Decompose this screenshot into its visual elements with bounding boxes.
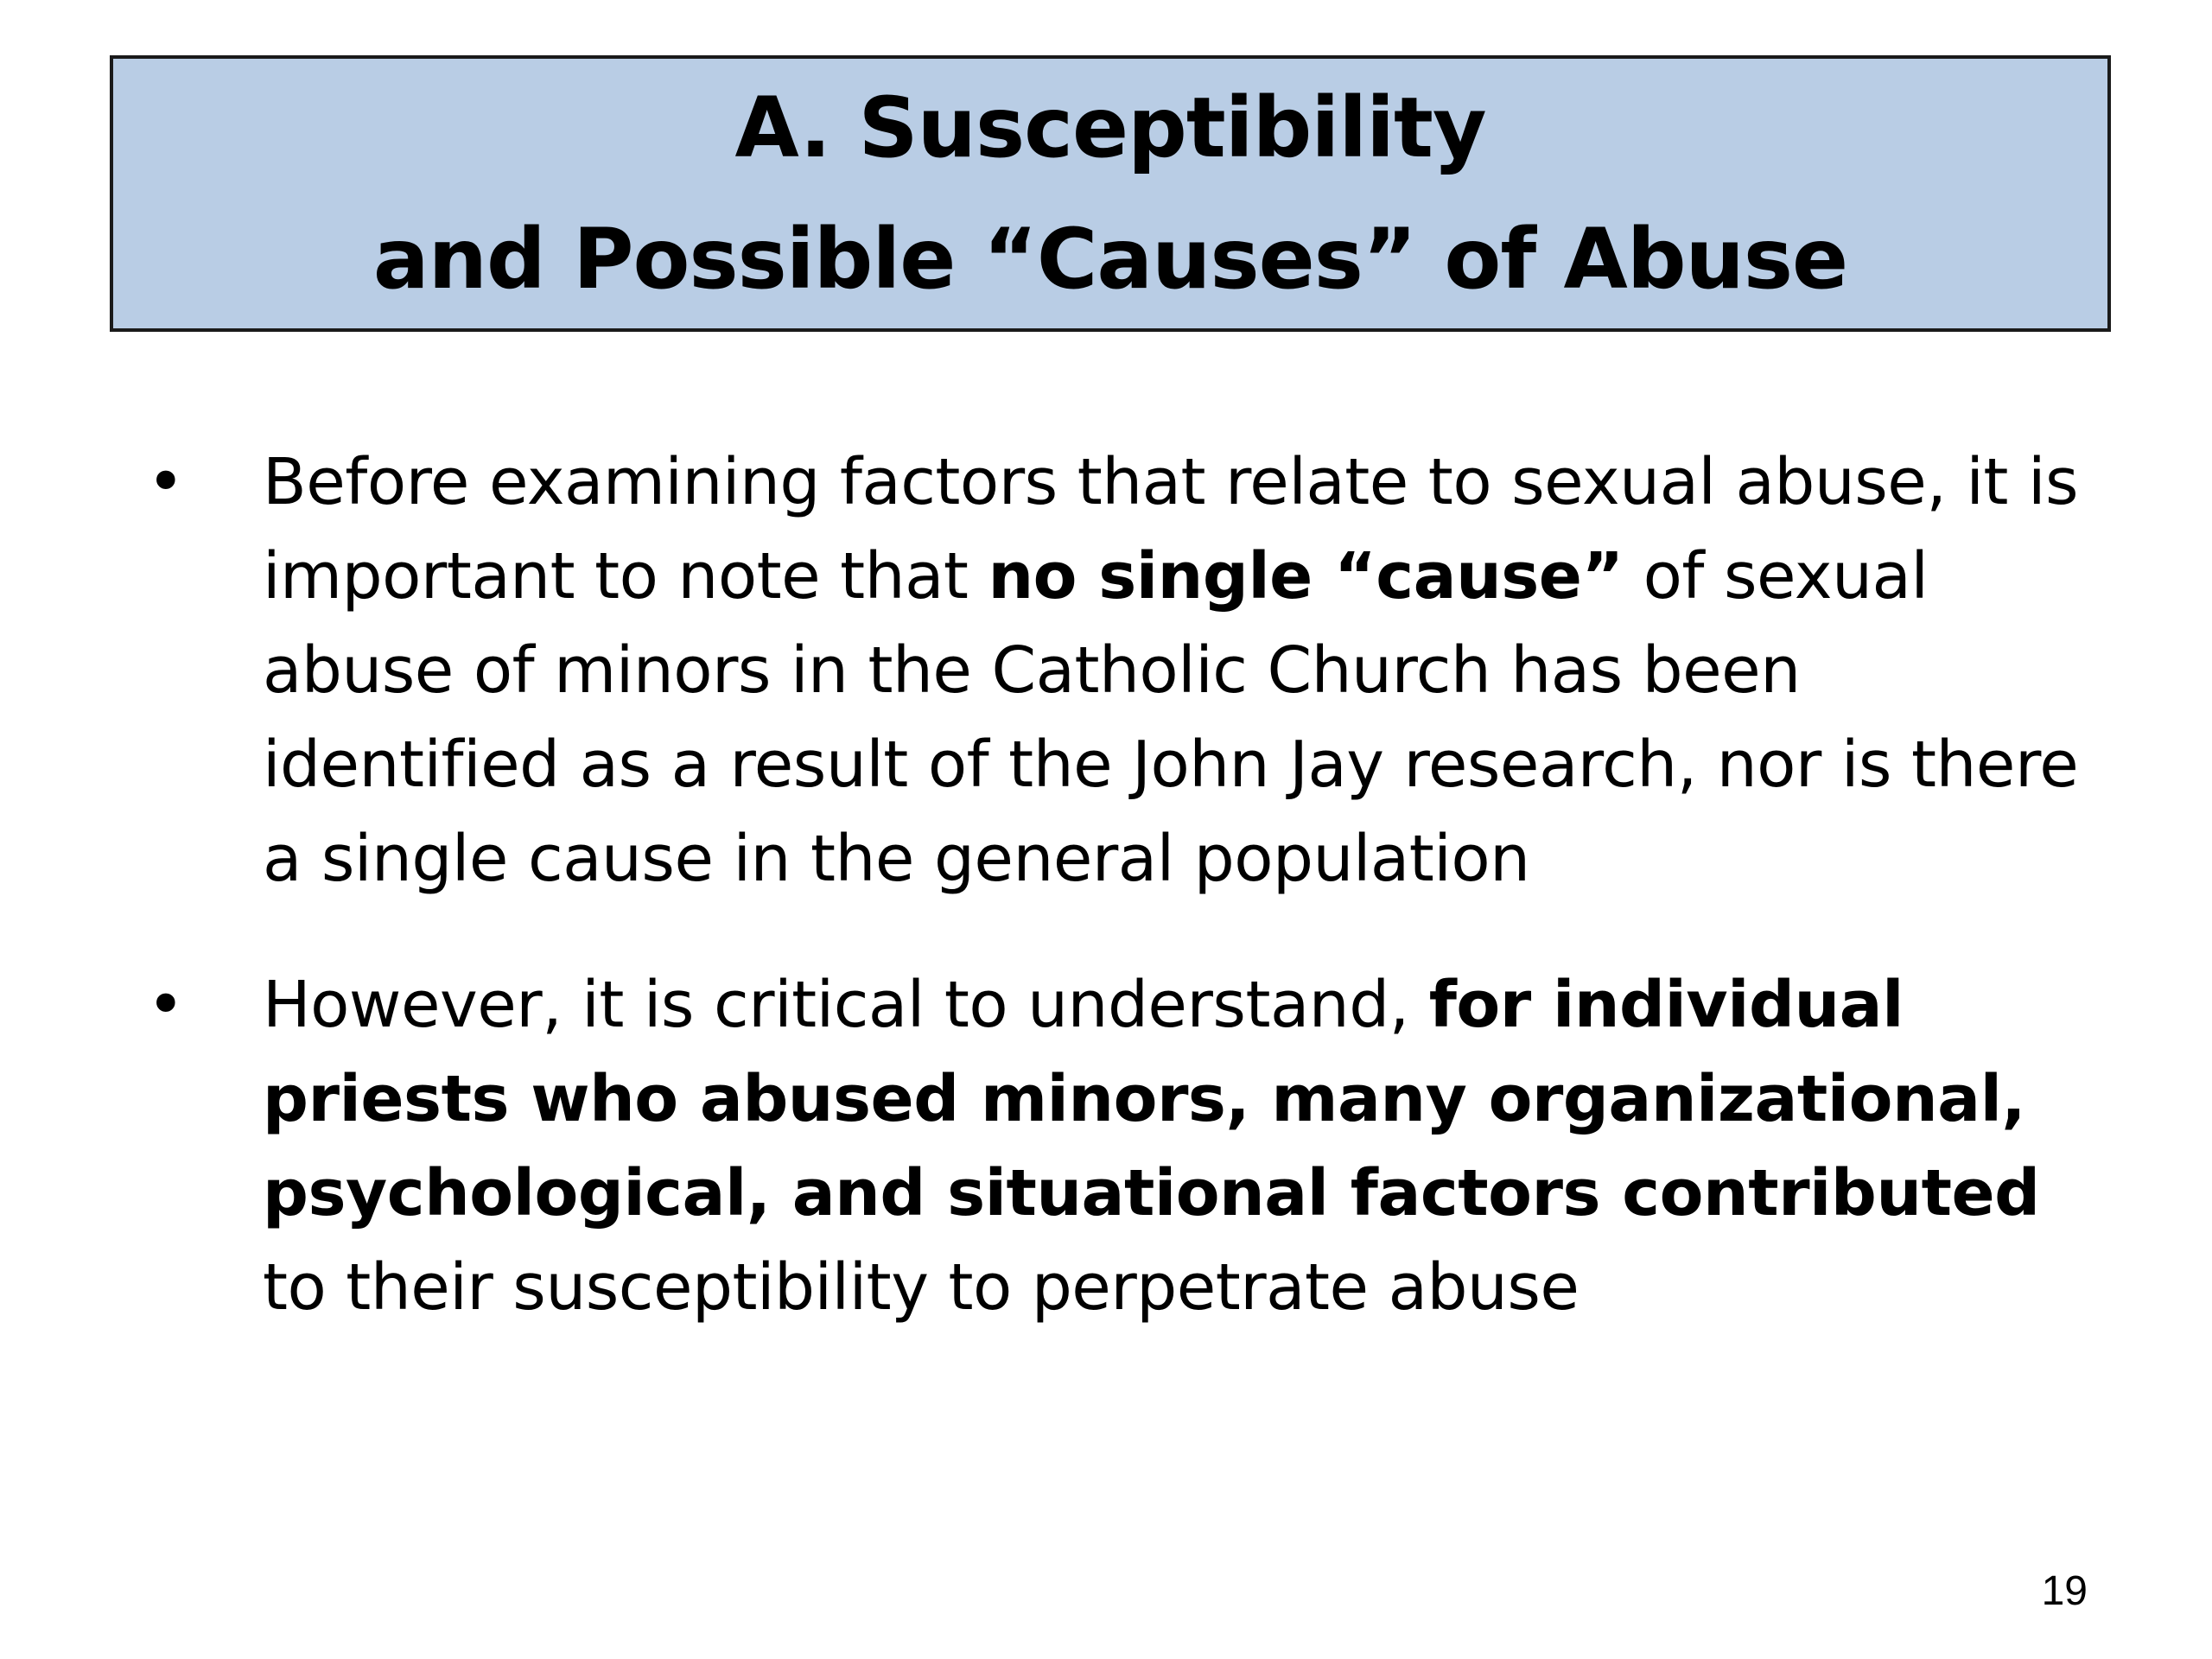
bullet-marker: • [147, 968, 185, 1042]
bullet-text-plain: of sexual abuse of minors in the Catholic Church has been identified as a result of the John Jay research, nor is there a single cause in the general population [263, 539, 2079, 896]
bullet-item-1 [147, 435, 2091, 906]
title-box [110, 55, 2111, 332]
bullet-text [263, 958, 2091, 1335]
slide-title-line-2: and Possible “Causes” of Abuse [372, 211, 1848, 308]
bullet-item-2 [147, 958, 2091, 1335]
bullet-text-plain: to their susceptibility to perpetrate abuse [263, 1250, 1580, 1325]
bullet-text-bold: for individual priests who abused minors, many organizational, psychological, and situational factors contributed [263, 968, 2040, 1230]
bullet-text-plain: However, it is critical to understand, [263, 968, 1429, 1042]
bullet-marker: • [147, 445, 185, 519]
bullet-text-bold: no single “cause” [988, 539, 1624, 613]
page-number: 19 [2041, 1568, 2088, 1614]
bullet-text-plain: Before examining factors that relate to sexual abuse, it is important to note that [263, 445, 2079, 613]
bullet-list [147, 435, 2091, 1335]
slide-title-line-1: A. Susceptibility [734, 79, 1486, 176]
bullet-text [263, 435, 2091, 906]
